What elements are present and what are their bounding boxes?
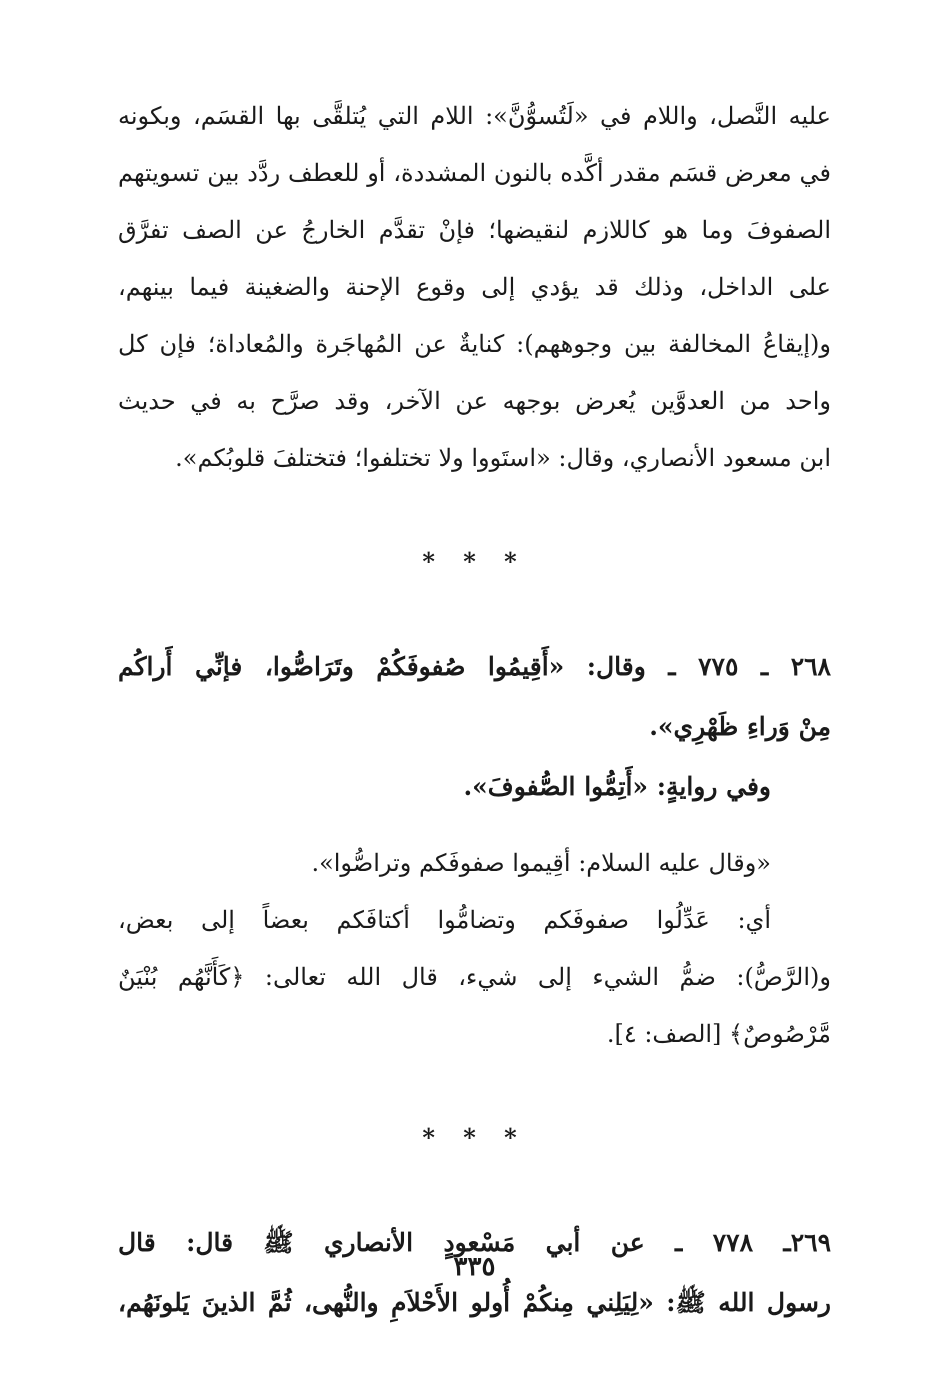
hadith-line: ٢٦٩ـ ٧٧٨ ـ عن أبي مَسْعودٍ الأنصاري ﷺ قال: قال <box>118 1228 831 1257</box>
section-separator: * * * <box>422 1123 527 1152</box>
text-line: على الداخل، وذلك قد يؤدي إلى وقوع الإحنة والضغينة فيما بينهم، <box>118 273 831 301</box>
text-line: و(الرَّصُّ): ضمُّ الشيء إلى شيء، قال الله تعالى: ﴿كَأَنَّهُم بُنْيَنٌ <box>118 963 831 991</box>
hadith-riwaya: وفي روايةٍ: «أَتِمُّوا الصُّفوفَ». <box>463 772 771 801</box>
text-line: أي: عَدِّلُوا صفوفَكم وتضامُّوا أكتافَكم بعضاً إلى بعض، <box>118 906 771 934</box>
section-separator: * * * <box>422 547 527 576</box>
text-line: ابن مسعود الأنصاري، وقال: «استَووا ولا تختلفوا؛ فتختلفَ قلوبُكم». <box>175 444 831 472</box>
text-line: الصفوفَ وما هو كاللازم لنقيضها؛ فإنْ تقدَّم الخارجُ عن الصف تفرَّق <box>118 216 831 244</box>
commentary-quote: «وقال عليه السلام: أقِيموا صفوفَكم وتراصُّوا». <box>311 849 771 877</box>
commentary-268 <box>118 835 831 1063</box>
hadith-line: ٢٦٨ ـ ٧٧٥ ـ وقال: «أَقِيمُوا صُفوفَكُمْ وتَرَاصُّوا، فإنِّي أَراكُم <box>118 652 831 681</box>
top-paragraph <box>118 88 831 487</box>
page-number: ٣٣٥ <box>453 1252 496 1282</box>
text-line: عليه النَّصل، واللام في «لَتُسوُّنَّ»: اللام التي يُتلقَّى بها القسَم، وبكونه <box>118 102 831 130</box>
text-line: واحد من العدوَّين يُعرض بوجهه عن الآخر، وقد صرَّح به في حديث <box>118 387 831 415</box>
text-line: مَّرْصُوصٌ﴾ [الصف: ٤]. <box>606 1020 831 1048</box>
hadith-line: مِنْ وَراءِ ظَهْرِي». <box>649 712 831 741</box>
hadith-268 <box>118 637 831 817</box>
hadith-line: رسول الله ﷺ: «لِيَلِني مِنكُمْ أُولو الأَحْلاَمِ والنُّهى، ثُمَّ الذينَ يَلونَهُم، <box>118 1288 831 1317</box>
text-line: في معرض قسَم مقدر أكَّده بالنون المشددة، أو للعطف ردَّد بين تسويتهم <box>118 159 831 187</box>
text-line: و(إيقاعُ المخالفة بين وجوههم): كنايةٌ عن المُهاجَرة والمُعاداة؛ فإن كل <box>118 330 831 358</box>
